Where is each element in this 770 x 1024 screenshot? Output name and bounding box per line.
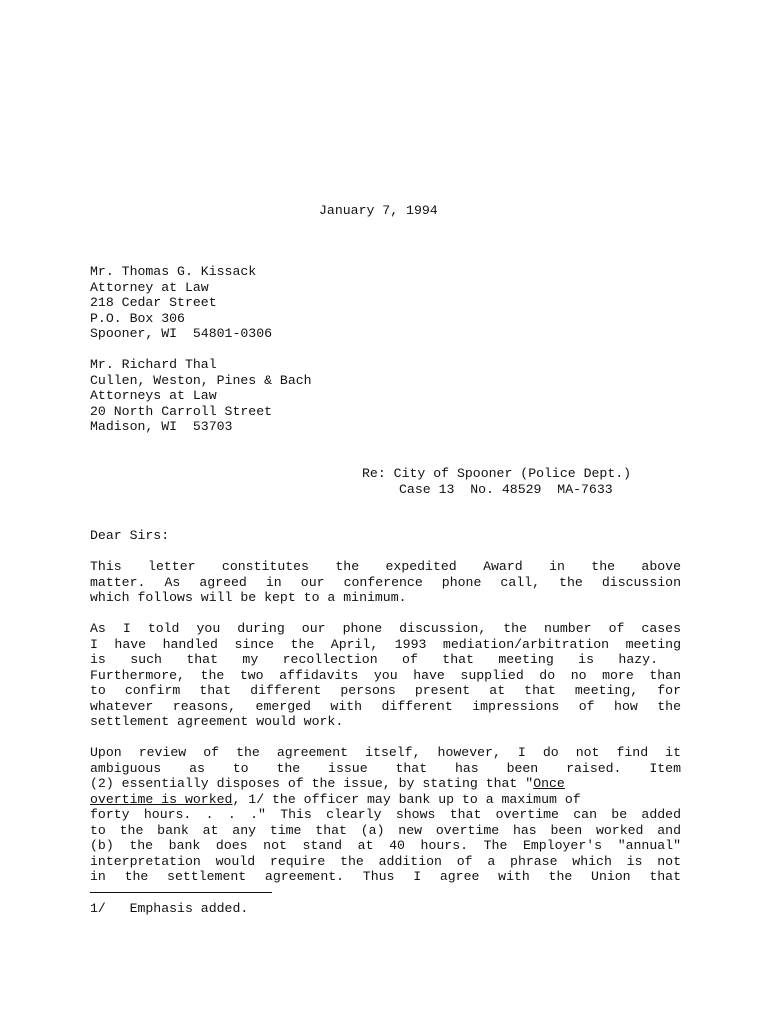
paragraph-line: Upon review of the agreement itself, however, I do not find it <box>90 745 681 760</box>
paragraph-line: matter. As agreed in our conference phone call, the discussion <box>90 575 681 590</box>
recipient-line: Mr. Richard Thal <box>90 357 217 372</box>
re-line-subject: Re: City of Spooner (Police Dept.) <box>362 466 632 481</box>
recipient-line: 20 North Carroll Street <box>90 404 273 419</box>
recipient-line: 218 Cedar Street <box>90 295 217 310</box>
emphasis-text: Once <box>533 776 565 791</box>
paragraph-line: ambiguous as to the issue that has been raised. Item <box>90 761 681 776</box>
recipient-line: Mr. Thomas G. Kissack <box>90 264 257 279</box>
recipient-line: Attorneys at Law <box>90 388 217 403</box>
paragraph-line: (b) the bank does not stand at 40 hours. The Employer's "annual" <box>90 838 681 853</box>
recipient-line: Spooner, WI 54801-0306 <box>90 326 273 341</box>
paragraph-line: interpretation would require the addition of a phrase which is not <box>90 854 681 869</box>
paragraph-line: settlement agreement would work. <box>90 714 344 729</box>
paragraph-line: to confirm that different persons present at that meeting, for <box>90 683 681 698</box>
paragraph-line: whatever reasons, emerged with different impressions of how the <box>90 699 681 714</box>
letter-date: January 7, 1994 <box>319 203 438 218</box>
paragraph-line: This letter constitutes the expedited Award in the above <box>90 559 681 574</box>
recipient-line: Attorney at Law <box>90 280 209 295</box>
paragraph-line: in the settlement agreement. Thus I agree with the Union that <box>90 869 681 884</box>
paragraph-line: Furthermore, the two affidavits you have supplied do no more than <box>90 668 681 683</box>
footnote: 1/ Emphasis added. <box>90 901 249 916</box>
paragraph-line: I have handled since the April, 1993 mediation/arbitration meeting <box>90 637 681 652</box>
recipient-line: P.O. Box 306 <box>90 311 185 326</box>
paragraph-line: forty hours. . . ." This clearly shows that overtime can be added <box>90 807 681 822</box>
recipient-line: Madison, WI 53703 <box>90 419 233 434</box>
paragraph-text: (2) essentially disposes of the issue, by stating that " <box>90 776 534 791</box>
paragraph-line: to the bank at any time that (a) new overtime has been worked and <box>90 823 681 838</box>
re-line-case: Case 13 No. 48529 MA-7633 <box>399 482 613 497</box>
emphasis-text: overtime is worked <box>90 792 233 807</box>
paragraph-line: As I told you during our phone discussion, the number of cases <box>90 621 681 636</box>
paragraph-text: , 1/ the officer may bank up to a maximum of <box>232 792 581 807</box>
paragraph-line: is such that my recollection of that meeting is hazy. <box>90 652 658 667</box>
recipient-line: Cullen, Weston, Pines & Bach <box>90 373 312 388</box>
footnote-divider <box>90 892 272 893</box>
paragraph-line <box>90 776 565 792</box>
paragraph-line: which follows will be kept to a minimum. <box>90 590 407 605</box>
salutation: Dear Sirs: <box>90 528 170 543</box>
paragraph-line <box>90 792 581 808</box>
